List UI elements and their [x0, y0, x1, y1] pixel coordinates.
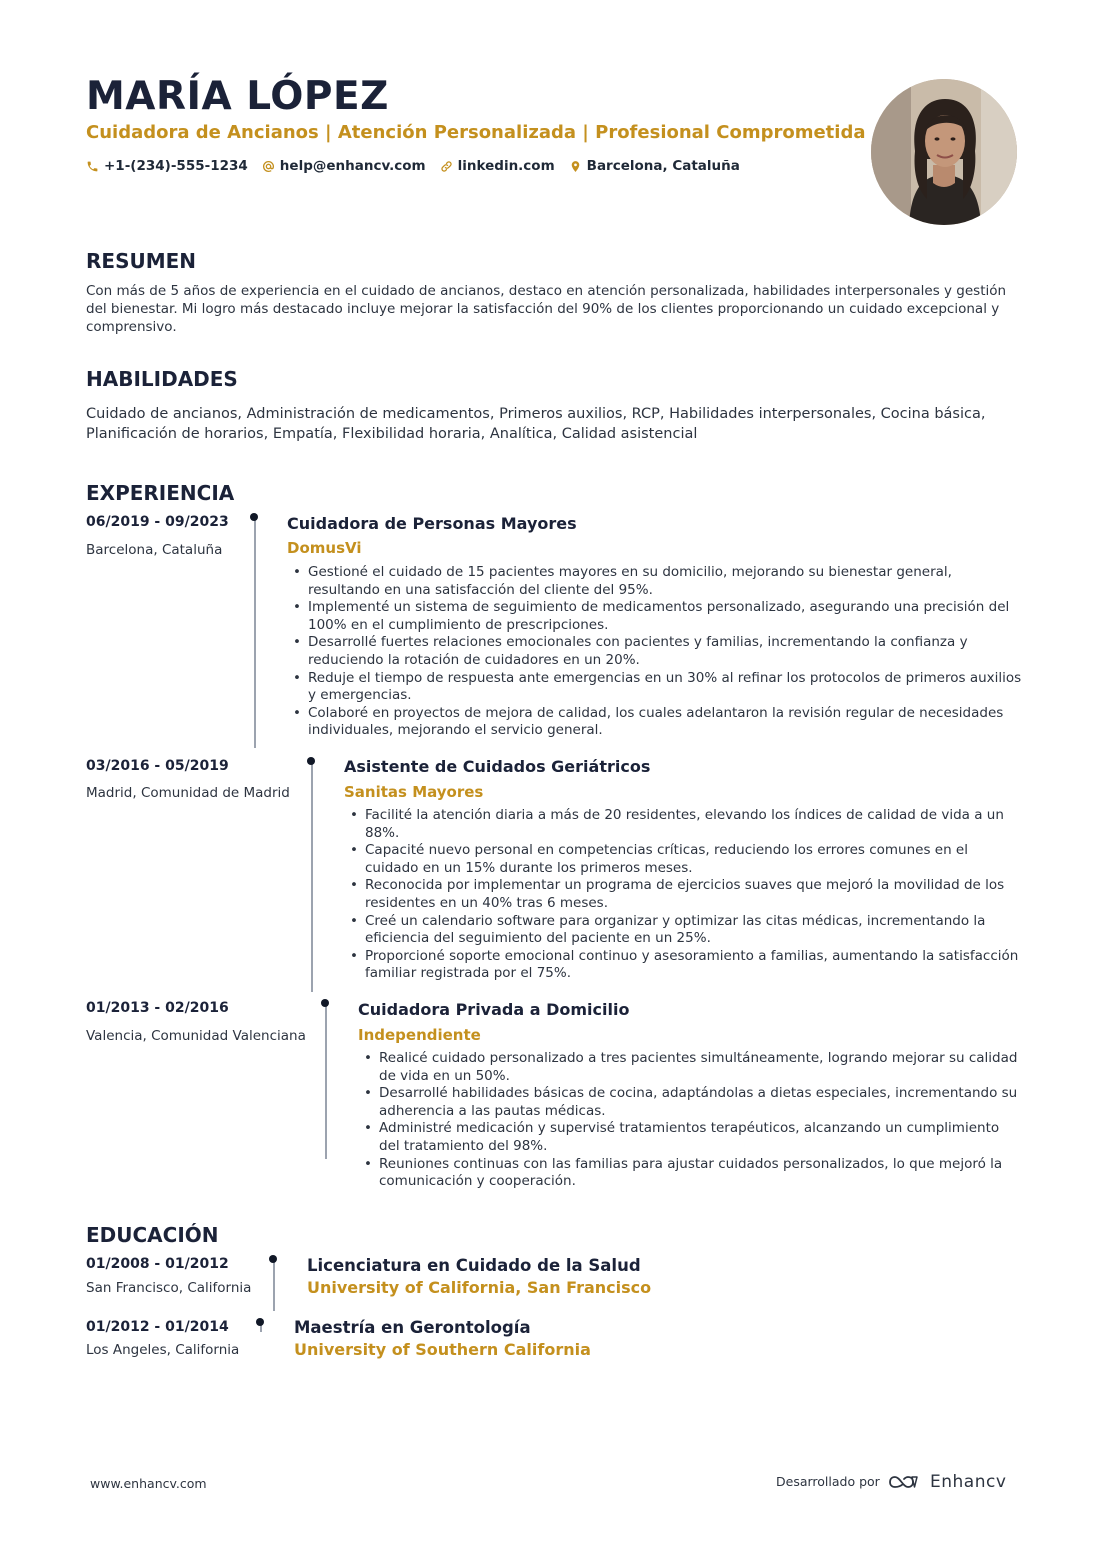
- education-school: University of Southern California: [294, 1340, 591, 1359]
- timeline-line: [273, 1261, 275, 1311]
- summary-text: Con más de 5 años de experiencia en el cuidado de ancianos, destaco en atención personalizada, habilidades interpersonales y gestión del bienestar. Mi logro más destacado incluye mejorar la satisfacción del 90% de los clientes proporcionando un cuidado excepcional y comprensivo.: [86, 283, 1007, 335]
- timeline-line: [311, 763, 313, 992]
- job-title: Cuidadora de Personas Mayores: [287, 514, 577, 533]
- job-location: Barcelona, Cataluña: [86, 542, 223, 558]
- list-item: • Reconocida por implementar un programa de ejercicios suaves que mejoró la movilidad de los residentes en un 40% tras 6 meses.: [344, 877, 1024, 912]
- contact-bar: [86, 156, 740, 176]
- job-title: Cuidadora Privada a Domicilio: [358, 1000, 630, 1019]
- portrait-image: [871, 79, 1017, 225]
- list-item: • Gestioné el cuidado de 15 pacientes mayores en su domicilio, mejorando su bienestar general, resultando en una satisfacción del cliente del 95%.: [287, 564, 1027, 599]
- contact-phone[interactable]: [86, 158, 248, 174]
- list-item: • Desarrollé fuertes relaciones emocionales con pacientes y familias, incrementando la confianza y reduciendo la rotación de cuidadores en un 20%.: [287, 634, 1027, 669]
- list-item: • Reduje el tiempo de respuesta ante emergencias en un 30% al refinar los protocolos de primeros auxilios y emergencias.: [287, 670, 1027, 705]
- list-item: • Realicé cuidado personalizado a tres pacientes simultáneamente, logrando mejorar su calidad de vida en un 50%.: [358, 1050, 1018, 1085]
- list-item: • Creé un calendario software para organizar y optimizar las citas médicas, incrementando la eficiencia del seguimiento del paciente en un 25%.: [344, 913, 1024, 948]
- list-item: • Implementé un sistema de seguimiento de medicamentos personalizado, asegurando una precisión del 100% en el cumplimiento de prescripciones.: [287, 599, 1027, 634]
- contact-email-text: help@enhancv.com: [279, 158, 426, 174]
- timeline-dot: [321, 999, 329, 1007]
- education-dates: 01/2012 - 01/2014: [86, 1319, 229, 1335]
- education-location: Los Angeles, California: [86, 1342, 240, 1358]
- timeline-dot: [250, 513, 258, 521]
- timeline-dot: [256, 1318, 264, 1326]
- education-degree: Maestría en Gerontología: [294, 1318, 531, 1337]
- timeline-line: [325, 1005, 327, 1159]
- phone-icon: [86, 160, 99, 173]
- contact-email[interactable]: [262, 158, 426, 174]
- contact-linkedin[interactable]: [440, 158, 555, 174]
- job-location: Madrid, Comunidad de Madrid: [86, 785, 290, 801]
- link-icon: [440, 160, 453, 173]
- at-icon: [262, 160, 275, 173]
- list-item: • Facilité la atención diaria a más de 20 residentes, elevando los índices de calidad de vida a un 88%.: [344, 807, 1024, 842]
- job-achievements: [358, 1050, 1018, 1191]
- job-dates: 03/2016 - 05/2019: [86, 758, 229, 774]
- footer-powered-by: Desarrollado por: [776, 1474, 880, 1489]
- list-item: • Administré medicación y supervisé tratamientos terapéuticos, alcanzando un cumplimiento del tratamiento del 98%.: [358, 1120, 1018, 1155]
- job-achievements: [344, 807, 1024, 983]
- job-dates: 01/2013 - 02/2016: [86, 1000, 229, 1016]
- profile-photo: [871, 79, 1017, 225]
- education-school: University of California, San Francisco: [307, 1278, 652, 1297]
- list-item: • Colaboré en proyectos de mejora de calidad, los cuales adelantaron la revisión regular de necesidades individuales, mejorando el servicio general.: [287, 705, 1027, 740]
- education-degree: Licenciatura en Cuidado de la Salud: [307, 1256, 641, 1275]
- enhancv-brand: Enhancv: [930, 1472, 1007, 1492]
- job-dates: 06/2019 - 09/2023: [86, 514, 229, 530]
- contact-linkedin-text: linkedin.com: [457, 158, 555, 174]
- skills-text: Cuidado de ancianos, Administración de medicamentos, Primeros auxilios, RCP, Habilidades interpersonales, Cocina básica, Planificación de horarios, Empatía, Flexibilidad horaria, Analítica, Calidad asistencial: [86, 406, 986, 442]
- job-achievements: [287, 564, 1027, 740]
- contact-phone-text: +1-(234)-555-1234: [104, 158, 248, 174]
- enhancv-logo[interactable]: [886, 1472, 1006, 1492]
- job-title: Asistente de Cuidados Geriátricos: [344, 757, 651, 776]
- location-pin-icon: [569, 160, 582, 173]
- list-item: • Reuniones continuas con las familias para ajustar cuidados personalizados, lo que mejoró la comunicación y cooperación.: [358, 1156, 1018, 1191]
- candidate-name: MARÍA LÓPEZ: [86, 74, 389, 119]
- job-company: Independiente: [358, 1026, 481, 1044]
- timeline-dot: [269, 1255, 277, 1263]
- timeline-line: [254, 519, 256, 748]
- skills-heading: HABILIDADES: [86, 367, 238, 391]
- contact-location: [569, 158, 740, 174]
- experience-heading: EXPERIENCIA: [86, 481, 235, 505]
- job-location: Valencia, Comunidad Valenciana: [86, 1028, 306, 1044]
- education-heading: EDUCACIÓN: [86, 1223, 219, 1247]
- list-item: • Capacité nuevo personal en competencias críticas, reduciendo los errores comunes en el cuidado en un 15% durante los primeros meses.: [344, 842, 1024, 877]
- footer-website-link[interactable]: www.enhancv.com: [90, 1476, 207, 1491]
- candidate-tagline: Cuidadora de Ancianos | Atención Personalizada | Profesional Comprometida: [86, 122, 866, 143]
- list-item: • Proporcioné soporte emocional continuo y asesoramiento a familias, aumentando la satisfacción familiar registrada por el 75%.: [344, 948, 1024, 983]
- job-company: Sanitas Mayores: [344, 783, 484, 801]
- timeline-dot: [307, 757, 315, 765]
- list-item: • Desarrollé habilidades básicas de cocina, adaptándolas a dietas especiales, incrementando su adherencia a las pautas médicas.: [358, 1085, 1018, 1120]
- education-dates: 01/2008 - 01/2012: [86, 1256, 229, 1272]
- contact-location-text: Barcelona, Cataluña: [586, 158, 740, 174]
- summary-heading: RESUMEN: [86, 249, 197, 273]
- job-company: DomusVi: [287, 539, 362, 557]
- education-location: San Francisco, California: [86, 1280, 252, 1296]
- infinity-logo-icon: [886, 1473, 920, 1491]
